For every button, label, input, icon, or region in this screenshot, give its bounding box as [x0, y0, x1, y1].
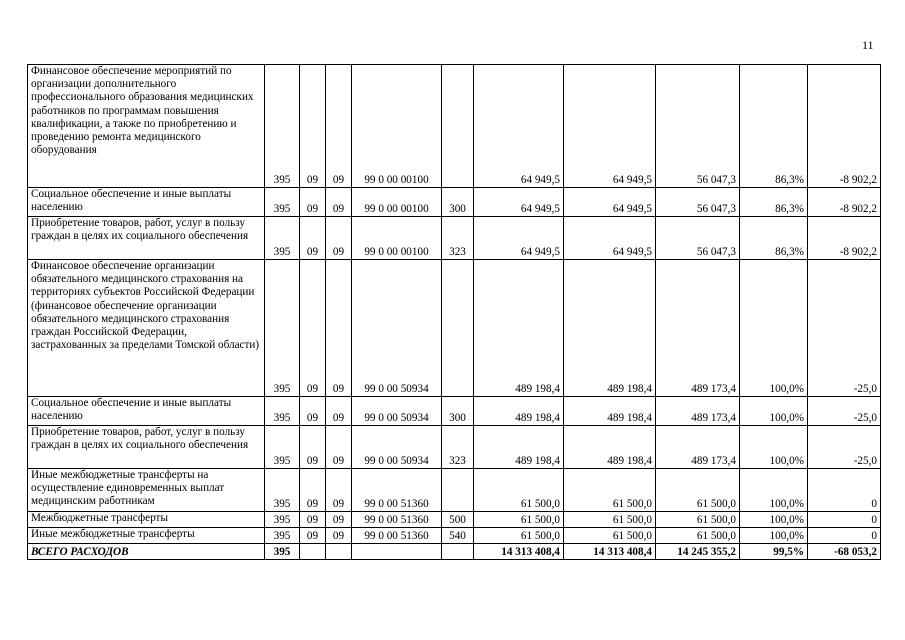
cell-plan: 489 198,4 [474, 260, 564, 397]
cell-plan2: 61 500,0 [564, 512, 656, 528]
cell-fact: 14 245 355,2 [656, 544, 740, 560]
cell-percent: 86,3% [740, 65, 808, 188]
cell-plan2: 14 313 408,4 [564, 544, 656, 560]
cell-percent: 99,5% [740, 544, 808, 560]
cell-pr [326, 544, 352, 560]
cell-percent: 100,0% [740, 397, 808, 426]
cell-gr: 395 [265, 512, 300, 528]
expenditure-table [27, 64, 881, 560]
cell-gr: 395 [265, 469, 300, 512]
cell-csr: 99 0 00 50934 [352, 426, 442, 469]
cell-pr: 09 [326, 528, 352, 544]
cell-deviation: -25,0 [808, 426, 881, 469]
cell-vr: 500 [442, 512, 474, 528]
cell-vr [442, 260, 474, 397]
row-name: Финансовое обеспечение организации обязательного медицинского страхования на территориях субъектов Российской Федерации (финансовое обеспечение организации обязательного медицинского страхования граждан Российской Федерации, застрахованных за пределами Томской области) [28, 260, 265, 397]
cell-rz: 09 [300, 397, 326, 426]
cell-gr: 395 [265, 217, 300, 260]
cell-vr [442, 65, 474, 188]
cell-pr: 09 [326, 469, 352, 512]
cell-gr: 395 [265, 528, 300, 544]
row-name: Социальное обеспечение и иные выплаты населению [28, 397, 265, 426]
cell-vr: 540 [442, 528, 474, 544]
table-row [28, 397, 881, 426]
cell-rz: 09 [300, 65, 326, 188]
cell-fact: 489 173,4 [656, 260, 740, 397]
cell-gr: 395 [265, 397, 300, 426]
cell-csr: 99 0 00 00100 [352, 65, 442, 188]
cell-gr: 395 [265, 260, 300, 397]
cell-vr: 323 [442, 217, 474, 260]
cell-rz: 09 [300, 217, 326, 260]
cell-plan2: 64 949,5 [564, 65, 656, 188]
cell-pr: 09 [326, 217, 352, 260]
cell-deviation: -25,0 [808, 397, 881, 426]
cell-plan2: 489 198,4 [564, 397, 656, 426]
table-row [28, 188, 881, 217]
cell-csr [352, 544, 442, 560]
cell-rz: 09 [300, 469, 326, 512]
cell-plan2: 489 198,4 [564, 260, 656, 397]
cell-plan2: 64 949,5 [564, 217, 656, 260]
table-row [28, 260, 881, 397]
cell-plan: 64 949,5 [474, 188, 564, 217]
cell-vr: 323 [442, 426, 474, 469]
cell-plan: 14 313 408,4 [474, 544, 564, 560]
cell-gr: 395 [265, 65, 300, 188]
row-name: Межбюджетные трансферты [28, 512, 265, 528]
cell-pr: 09 [326, 188, 352, 217]
cell-csr: 99 0 00 51360 [352, 469, 442, 512]
cell-plan: 489 198,4 [474, 397, 564, 426]
cell-plan2: 61 500,0 [564, 528, 656, 544]
row-name: Социальное обеспечение и иные выплаты населению [28, 188, 265, 217]
table-row [28, 469, 881, 512]
cell-percent: 100,0% [740, 512, 808, 528]
cell-csr: 99 0 00 00100 [352, 188, 442, 217]
cell-vr: 300 [442, 397, 474, 426]
cell-deviation: -8 902,2 [808, 188, 881, 217]
cell-percent: 100,0% [740, 260, 808, 397]
cell-gr: 395 [265, 426, 300, 469]
cell-csr: 99 0 00 50934 [352, 260, 442, 397]
cell-csr: 99 0 00 51360 [352, 512, 442, 528]
cell-percent: 86,3% [740, 188, 808, 217]
cell-plan: 489 198,4 [474, 426, 564, 469]
cell-plan: 61 500,0 [474, 469, 564, 512]
cell-vr [442, 469, 474, 512]
cell-rz: 09 [300, 188, 326, 217]
cell-fact: 489 173,4 [656, 397, 740, 426]
total-label: ВСЕГО РАСХОДОВ [28, 544, 265, 560]
cell-deviation: -68 053,2 [808, 544, 881, 560]
page-number: 11 [862, 38, 874, 52]
cell-rz [300, 544, 326, 560]
cell-pr: 09 [326, 260, 352, 397]
cell-percent: 100,0% [740, 426, 808, 469]
cell-rz: 09 [300, 512, 326, 528]
row-name: Приобретение товаров, работ, услуг в пользу граждан в целях их социального обеспечения [28, 426, 265, 469]
cell-percent: 86,3% [740, 217, 808, 260]
table-row [28, 217, 881, 260]
table-row [28, 512, 881, 528]
cell-deviation: -8 902,2 [808, 217, 881, 260]
cell-pr: 09 [326, 426, 352, 469]
cell-fact: 56 047,3 [656, 65, 740, 188]
cell-plan2: 489 198,4 [564, 426, 656, 469]
cell-plan2: 61 500,0 [564, 469, 656, 512]
cell-rz: 09 [300, 426, 326, 469]
cell-pr: 09 [326, 397, 352, 426]
cell-deviation: 0 [808, 528, 881, 544]
total-row [28, 544, 881, 560]
cell-plan: 64 949,5 [474, 217, 564, 260]
cell-deviation: -25,0 [808, 260, 881, 397]
table-row [28, 528, 881, 544]
cell-pr: 09 [326, 65, 352, 188]
cell-csr: 99 0 00 00100 [352, 217, 442, 260]
cell-deviation: 0 [808, 469, 881, 512]
row-name: Приобретение товаров, работ, услуг в пользу граждан в целях их социального обеспечения [28, 217, 265, 260]
cell-fact: 56 047,3 [656, 188, 740, 217]
cell-fact: 56 047,3 [656, 217, 740, 260]
table-row [28, 65, 881, 188]
table-row [28, 426, 881, 469]
cell-gr: 395 [265, 188, 300, 217]
cell-plan2: 64 949,5 [564, 188, 656, 217]
row-name: Иные межбюджетные трансферты [28, 528, 265, 544]
row-name: Иные межбюджетные трансферты на осуществление единовременных выплат медицинским работникам [28, 469, 265, 512]
cell-deviation: 0 [808, 512, 881, 528]
cell-plan: 64 949,5 [474, 65, 564, 188]
row-name: Финансовое обеспечение мероприятий по организации дополнительного профессионального образования медицинских работников по программам повышения квалификации, а также по приобретению и проведению ремонта медицинского оборудования [28, 65, 265, 188]
cell-plan: 61 500,0 [474, 512, 564, 528]
cell-fact: 61 500,0 [656, 512, 740, 528]
cell-csr: 99 0 00 51360 [352, 528, 442, 544]
cell-rz: 09 [300, 260, 326, 397]
cell-deviation: -8 902,2 [808, 65, 881, 188]
cell-vr: 300 [442, 188, 474, 217]
cell-fact: 61 500,0 [656, 528, 740, 544]
cell-vr [442, 544, 474, 560]
cell-fact: 489 173,4 [656, 426, 740, 469]
cell-plan: 61 500,0 [474, 528, 564, 544]
cell-gr: 395 [265, 544, 300, 560]
cell-percent: 100,0% [740, 469, 808, 512]
cell-csr: 99 0 00 50934 [352, 397, 442, 426]
cell-percent: 100,0% [740, 528, 808, 544]
cell-fact: 61 500,0 [656, 469, 740, 512]
cell-rz: 09 [300, 528, 326, 544]
cell-pr: 09 [326, 512, 352, 528]
